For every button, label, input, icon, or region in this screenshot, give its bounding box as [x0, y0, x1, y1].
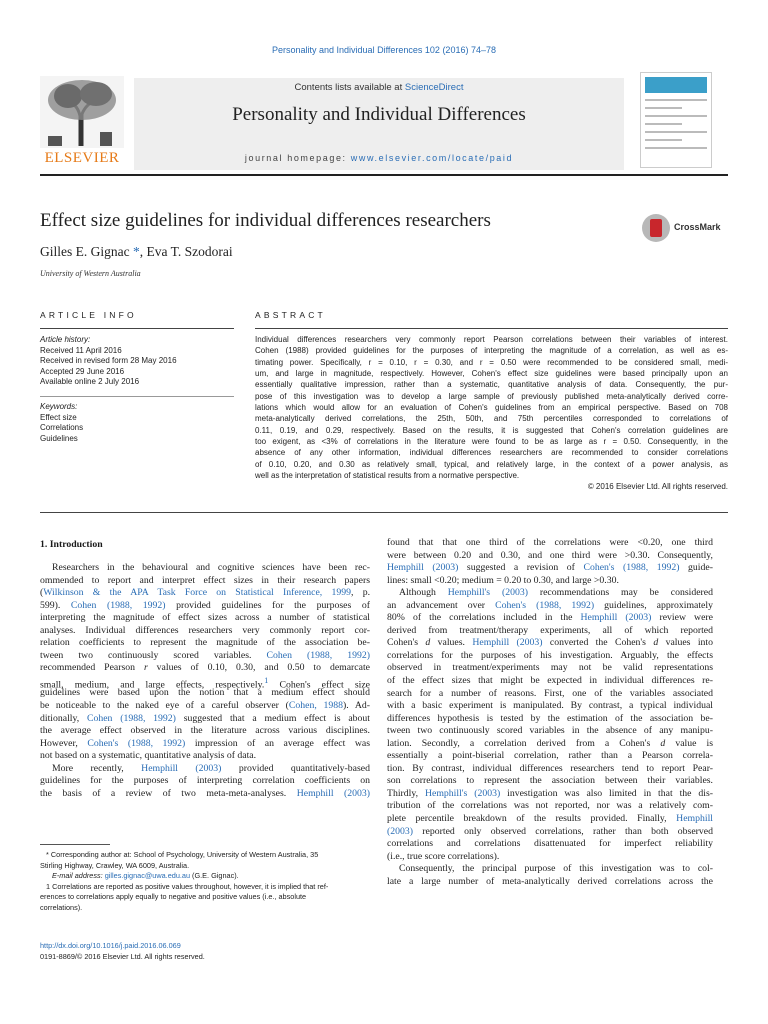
citation-link[interactable]: Cohen, 1988 — [288, 700, 343, 712]
keywords-rule — [40, 396, 234, 397]
citation-link[interactable]: Hemphill (2003) — [141, 762, 222, 774]
elsevier-logo — [40, 76, 124, 168]
section-heading-introduction: 1. Introduction — [40, 539, 103, 550]
citation-link[interactable]: Cohen's (1988, 1992) — [583, 562, 680, 574]
elsevier-tree-icon — [40, 76, 124, 148]
crossmark-icon — [642, 214, 670, 242]
citation-link[interactable]: Cohen's (1988, 1992) — [87, 737, 186, 749]
journal-cover-image — [640, 72, 712, 168]
citation-link[interactable]: Cohen (1988, 1992) — [70, 599, 166, 611]
homepage-prefix: journal homepage: — [244, 153, 351, 163]
corresponding-author-mark[interactable]: * — [132, 244, 140, 259]
affiliation: University of Western Australia — [40, 269, 141, 278]
email-link[interactable]: gilles.gignac@uwa.edu.au — [104, 871, 191, 880]
abstract-bottom-rule — [40, 512, 728, 513]
journal-name: Personality and Individual Differences — [232, 104, 526, 125]
elsevier-wordmark: ELSEVIER — [44, 150, 120, 166]
abstract-line: Cohen (1988) provided guidelines for the purposes of interpreting the magnitude of a correlation, as well as es- — [255, 346, 728, 356]
journal-homepage — [134, 153, 624, 163]
abstract-line: too exigent, as <3% of correlations in the literature were found to be as large as r = 0.50. Consequently, in the — [255, 437, 728, 447]
citation-link[interactable]: Cohen (1988, 1992) — [86, 712, 176, 724]
page-footer — [40, 940, 205, 962]
citation-link[interactable]: Hemphill (2003) — [296, 787, 370, 799]
author-separator: , — [139, 244, 147, 259]
citation-link[interactable]: Hemphill — [676, 813, 713, 825]
authors — [40, 244, 233, 260]
citation-link[interactable]: Hemphill's (2003) — [424, 787, 501, 799]
issn-line: 0191-8869/© 2016 Elsevier Ltd. All rights reserved. — [40, 952, 205, 961]
footnote-ref[interactable]: 1 — [264, 675, 269, 685]
article-info-heading: ARTICLE INFO — [40, 310, 137, 320]
keyword-item: Guidelines — [40, 433, 78, 443]
abstract-line: pose of this investigation was to develop a large sample of previously published meta-analytically derived corre- — [255, 391, 728, 401]
history-online: Available online 2 July 2016 — [40, 377, 140, 387]
footnotes: * Corresponding author at: School of Psychology, University of Western Australia, 35 Stirling Highway, Crawley, WA 6009, Australia. E-mail address: gilles.gignac@uwa.edu.au (G.E. Gignac). 1 Correlations are reported as positive values throughout, however, it is implied that ref- erences to correlations apply equally to negative and positive values (i.e., absolute correlations). — [40, 850, 370, 913]
author-szodorai: Eva T. Szodorai — [146, 244, 233, 259]
citation-link[interactable]: Cohen's (1988, 1992) — [495, 599, 595, 611]
keywords-label: Keywords: — [40, 402, 78, 411]
contents-line — [134, 82, 624, 93]
abstract-line: meta-analytically derived correlations, the 25th, 50th, and 75th percentiles corresponded to correlations of — [255, 414, 728, 424]
sciencedirect-link[interactable]: ScienceDirect — [404, 82, 464, 93]
citation-link[interactable]: Hemphill (2003) — [387, 562, 459, 574]
abstract-copyright: © 2016 Elsevier Ltd. All rights reserved. — [587, 482, 728, 492]
contents-prefix: Contents lists available at — [294, 82, 405, 93]
article-title: Effect size guidelines for individual differences researchers — [40, 210, 491, 231]
citation-link[interactable]: Hemphill's (2003) — [447, 587, 528, 599]
article-info-rule — [40, 328, 234, 329]
author-gignac: Gilles E. Gignac — [40, 244, 133, 259]
citation-link[interactable]: Hemphill (2003) — [472, 637, 543, 649]
abstract-line: essentially qualitative impression, rather than a systematic, quantitative analysis of data. Consequently, the pur- — [255, 380, 728, 390]
cover-band — [645, 77, 707, 93]
keyword-item: Correlations — [40, 423, 84, 433]
body-column-right: found that that one third of the correlations were <0.20, one third were between 0.20 and 0.30, and one third were >0.30. Consequently, Hemphill (2003) suggested a revision of Cohen's (1988, 1992) guide- lines: small <0.20; medium = 0.20 to 0.30, and large >0.30. Although Hemphill's (2003) recommendations may be considered an advancement over Cohen's (1988, 1992) guidelines, approximately 80% of the correlations included in the Hemphill (2003) review were derived from treatment/therapy experiments, all of which reported Cohen's d values. Hemphill (2003) converted the Cohen's d values into correlations for the purposes of his investigation. Arguably, the effects observed in treatment/experiments may not be valid representations of the effect sizes that might be expected in individual differences re- search for a number of reasons. First, one of the variables associated with a basic experiment is manipulated. By contrast, a typical individual differences hypothesis is tested by the estimation of the association be- tween two continuously scored variables in the absence of any manipu- lation. Secondly, a correlation derived from a Cohen's d value is essentially a point-biserial correlation, rather than a Pearson correla- tion. By contrast, individual differences researchers tend to report Pear- son correlations to represent the association between their variables. Thirdly, Hemphill's (2003) investigation was also limited in that the dis- tribution of the correlations was not reported, nor was a relatively com- plete percentile breakdown of the results provided. Finally, Hemphill (2003) reported only observed correlations, rather than both observed correlations and correlations disattenuated for imperfect reliability (i.e., true score correlations). Consequently, the principal purpose of this investigation was to col- late a large number of meta-analytically derived correlations across the — [387, 537, 714, 887]
citation-link[interactable]: Hemphill (2003) — [580, 612, 652, 624]
abstract-line: timating power. Specifically, r = 0.10, r = 0.30, and r = 0.50 were recommended to be considered small, medi- — [255, 357, 728, 367]
footnote-1: 1 Correlations are reported as positive values throughout, however, it is implied that ref- — [46, 881, 329, 891]
abstract-text — [255, 334, 728, 493]
abstract-line: um, and large in magnitude, respectively. However, Cohen's effect size guidelines were based principally upon an — [255, 369, 728, 379]
body-column-left: Researchers in the behavioural and cognitive sciences have been rec- ommended to report and interpret effect sizes in their research papers (Wilkinson & the APA Task Force on Statistical Inference, 1999, p. 599). Cohen (1988, 1992) provided guidelines for the purposes of interpreting the magnitude of effect sizes across a number of statistical analyses. Individual differences researchers very commonly report cor- relation coefficients to represent the magnitude of the association be- tween two continuously scored variables. Cohen (1988, 1992) recommended Pearson r values of 0.10, 0.30, and 0.50 to demarcate small, medium, and large effects, respectively.$^1$ Cohen's effect size guidelines were based upon the notion that a medium effect should be noticeable to the naked eye of a careful observer (Cohen, 1988). Ad- ditionally, Cohen (1988, 1992) suggested that a medium effect is about the average effect observed in the literature across various disciplines. However, Cohen's (1988, 1992) impression of an average effect was not based on a systematic, quantitative analysis of data. More recently, Hemphill (2003) provided quantitatively-based guidelines for the purposes of interpreting correlation coefficients on the basis of a review of two meta-meta-analyses. Hemphill (2003) — [40, 562, 371, 799]
footnote-rule — [40, 844, 110, 845]
abstract-line: of 0.10, 0.20, and 0.30 as relatively small, typical, and relatively large, in the context of a power analysis, as — [255, 459, 728, 469]
history-accepted: Accepted 29 June 2016 — [40, 366, 125, 376]
abstract-heading: ABSTRACT — [255, 310, 326, 320]
homepage-link[interactable]: www.elsevier.com/locate/paid — [350, 153, 514, 163]
crossmark-label: CrossMark — [674, 222, 721, 232]
doi-link[interactable]: http://dx.doi.org/10.1016/j.paid.2016.06.069 — [40, 941, 181, 950]
journal-reference-link[interactable]: Personality and Individual Differences 102 (2016) 74–78 — [272, 45, 496, 55]
journal-masthead — [134, 78, 624, 170]
article-history — [40, 335, 234, 388]
history-label: Article history: — [40, 335, 91, 344]
footnote-corresponding: * Corresponding author at: School of Psychology, University of Western Australia, 35 — [46, 850, 319, 859]
history-received: Received 11 April 2016 — [40, 345, 122, 355]
abstract-line: Individual differences researchers very commonly report Pearson correlations between their variables of interest. — [255, 335, 728, 344]
abstract-line: 0.11, 0.19, and 0.29, respectively. Based on the results, it is suggested that Cohen's correlation guidelines are — [255, 425, 728, 435]
keywords — [40, 402, 234, 444]
abstract-line: lations which would allow for an evaluation of Cohen's guidelines from an empirical perspective. Based on 708 — [255, 403, 728, 413]
citation-link[interactable]: Cohen (1988, 1992) — [266, 649, 371, 661]
citation-link[interactable]: (2003) — [387, 825, 413, 837]
citation-link[interactable]: Wilkinson & the APA Task Force on Statistical Inference, 1999 — [43, 587, 351, 599]
header-rule — [40, 174, 728, 176]
history-revised: Received in revised form 28 May 2016 — [40, 356, 177, 366]
crossmark-badge[interactable] — [642, 214, 732, 244]
keyword-item: Effect size — [40, 412, 77, 422]
abstract-line: well as the interpretation of statistical results from a normative perspective. — [255, 471, 520, 481]
abstract-line: absence of any other information, individual differences researchers are recommended to consider correlations — [255, 448, 728, 458]
abstract-rule — [255, 328, 728, 329]
